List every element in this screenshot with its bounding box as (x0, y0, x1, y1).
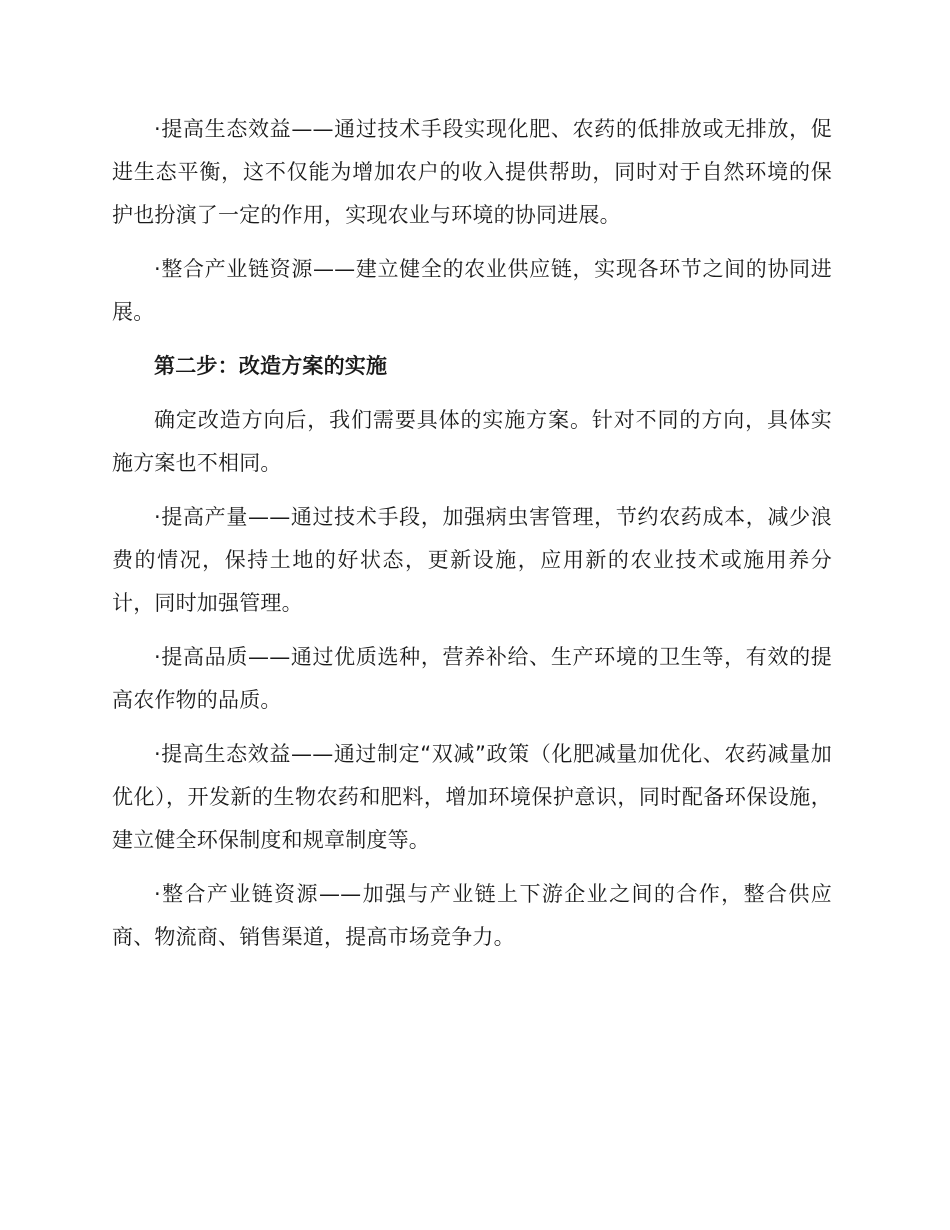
paragraph-ecology-goal: ·提高生态效益——通过技术手段实现化肥、农药的低排放或无排放，促进生态平衡，这不仅能为增加农户的收入提供帮助，同时对于自然环境的保护也扮演了一定的作用，实现农业与环境的协同进展。 (112, 117, 832, 227)
paragraph-ecology-plan: ·提高生态效益——通过制定“双减”政策（化肥减量加优化、农药减量加优化），开发新的生物农药和肥料，增加环境保护意识，同时配备环保设施，建立健全环保制度和规章制度等。 (112, 742, 832, 852)
section-heading-step-two: 第二步：改造方案的实施 (154, 354, 388, 378)
paragraph-quality-plan: ·提高品质——通过优质选种，营养补给、生产环境的卫生等，有效的提高农作物的品质。 (112, 645, 832, 712)
paragraph-supply-chain-goal: ·整合产业链资源——建立健全的农业供应链，实现各环节之间的协同进展。 (112, 257, 832, 324)
paragraph-implementation-intro: 确定改造方向后，我们需要具体的实施方案。针对不同的方向，具体实施方案也不相同。 (112, 408, 832, 475)
paragraph-supply-chain-plan: ·整合产业链资源——加强与产业链上下游企业之间的合作，整合供应商、物流商、销售渠道，提高市场竞争力。 (112, 882, 832, 949)
paragraph-yield-plan: ·提高产量——通过技术手段，加强病虫害管理，节约农药成本，减少浪费的情况，保持土地的好状态，更新设施，应用新的农业技术或施用养分计，同时加强管理。 (112, 505, 832, 615)
document-body (112, 108, 832, 970)
